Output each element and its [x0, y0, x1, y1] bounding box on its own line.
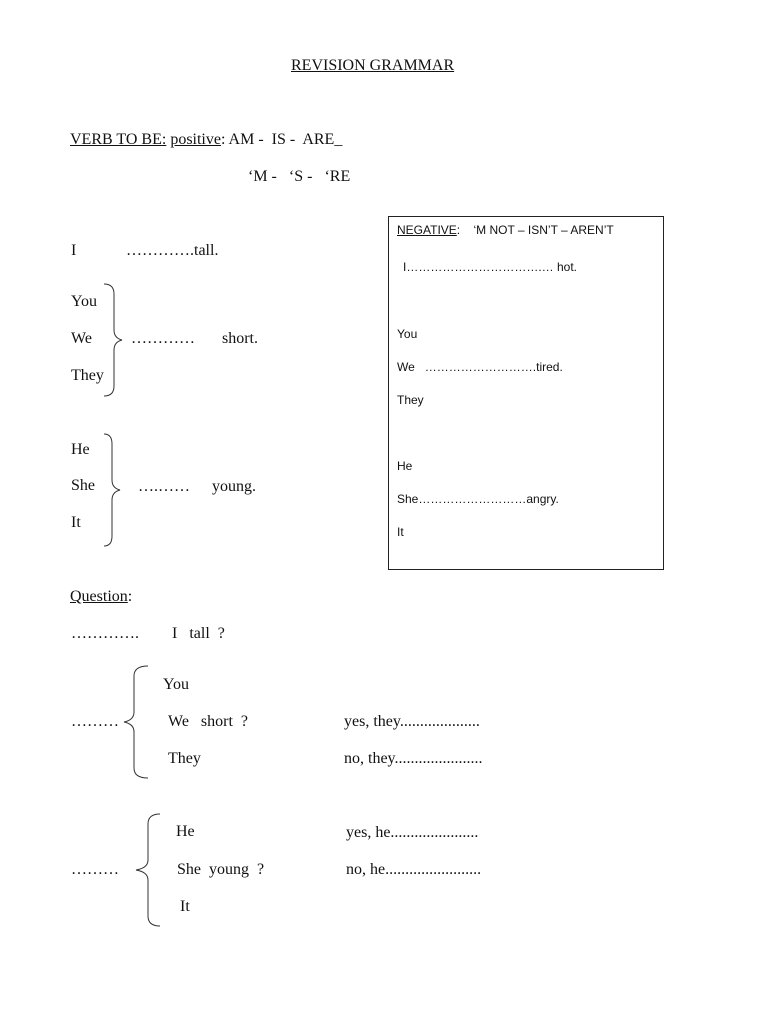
question-colon: :: [127, 588, 133, 605]
question-group2-answer-no: no, he........................: [346, 861, 482, 878]
positive-subject-it: It: [71, 514, 81, 531]
short-forms: ‘M - ‘S - ‘RE: [248, 168, 351, 185]
question-group1-they: They: [168, 750, 201, 767]
brace-positive-group2: [100, 432, 124, 548]
positive-label: positive: [170, 131, 221, 148]
question-label: Question: [70, 588, 128, 605]
positive-group1-word: short.: [222, 330, 258, 347]
question-group2-answer-yes: yes, he......................: [346, 824, 479, 841]
positive-i-subject: I: [71, 242, 77, 259]
question-group2-it: It: [180, 898, 190, 915]
verb-to-be-label: VERB TO BE:: [70, 131, 167, 148]
brace-question-group2: [130, 812, 162, 928]
question-group1-we: We short ?: [168, 713, 249, 730]
negative-header: [397, 224, 614, 236]
question-i-blank: ………….: [71, 625, 139, 642]
positive-group1-blank: …………: [131, 330, 195, 347]
negative-group1-they: They: [397, 393, 424, 407]
question-i-text: I tall ?: [172, 625, 225, 642]
positive-i-blank: ………….tall.: [126, 242, 219, 259]
question-group2-she: She young ?: [177, 861, 265, 878]
negative-box: [388, 216, 664, 570]
positive-subject-he: He: [71, 441, 90, 458]
question-heading: [70, 589, 132, 605]
positive-forms: : AM - IS - ARE_: [220, 131, 343, 148]
negative-forms: : ‘M NOT – ISN’T – AREN’T: [456, 223, 614, 237]
question-group1-blank: ………: [71, 713, 119, 730]
negative-group2-he: He: [397, 459, 413, 473]
negative-label: NEGATIVE: [397, 223, 457, 237]
question-group2-blank: ………: [71, 861, 119, 878]
brace-positive-group1: [100, 282, 124, 398]
positive-subject-we: We: [71, 330, 92, 347]
question-group1-answer-no: no, they......................: [344, 750, 483, 767]
negative-i-line: I…………………………….… hot.: [403, 260, 578, 274]
question-group1-answer-yes: yes, they....................: [344, 713, 480, 730]
negative-group1-you: You: [397, 327, 418, 341]
negative-group2-she: She………………………angry.: [397, 492, 559, 506]
negative-group2-it: It: [397, 525, 404, 539]
verb-to-be-line: [70, 132, 342, 148]
brace-question-group1: [118, 664, 150, 780]
positive-group2-blank: ….……: [138, 478, 190, 495]
positive-subject-she: She: [71, 477, 95, 494]
question-group2-he: He: [176, 823, 195, 840]
positive-group2-word: young.: [212, 478, 256, 495]
positive-subject-you: You: [71, 293, 97, 310]
positive-subject-they: They: [71, 367, 104, 384]
negative-group1-we: We ……………………….tired.: [397, 360, 563, 374]
question-group1-you: You: [163, 676, 189, 693]
page-title: REVISION GRAMMAR: [291, 57, 455, 74]
